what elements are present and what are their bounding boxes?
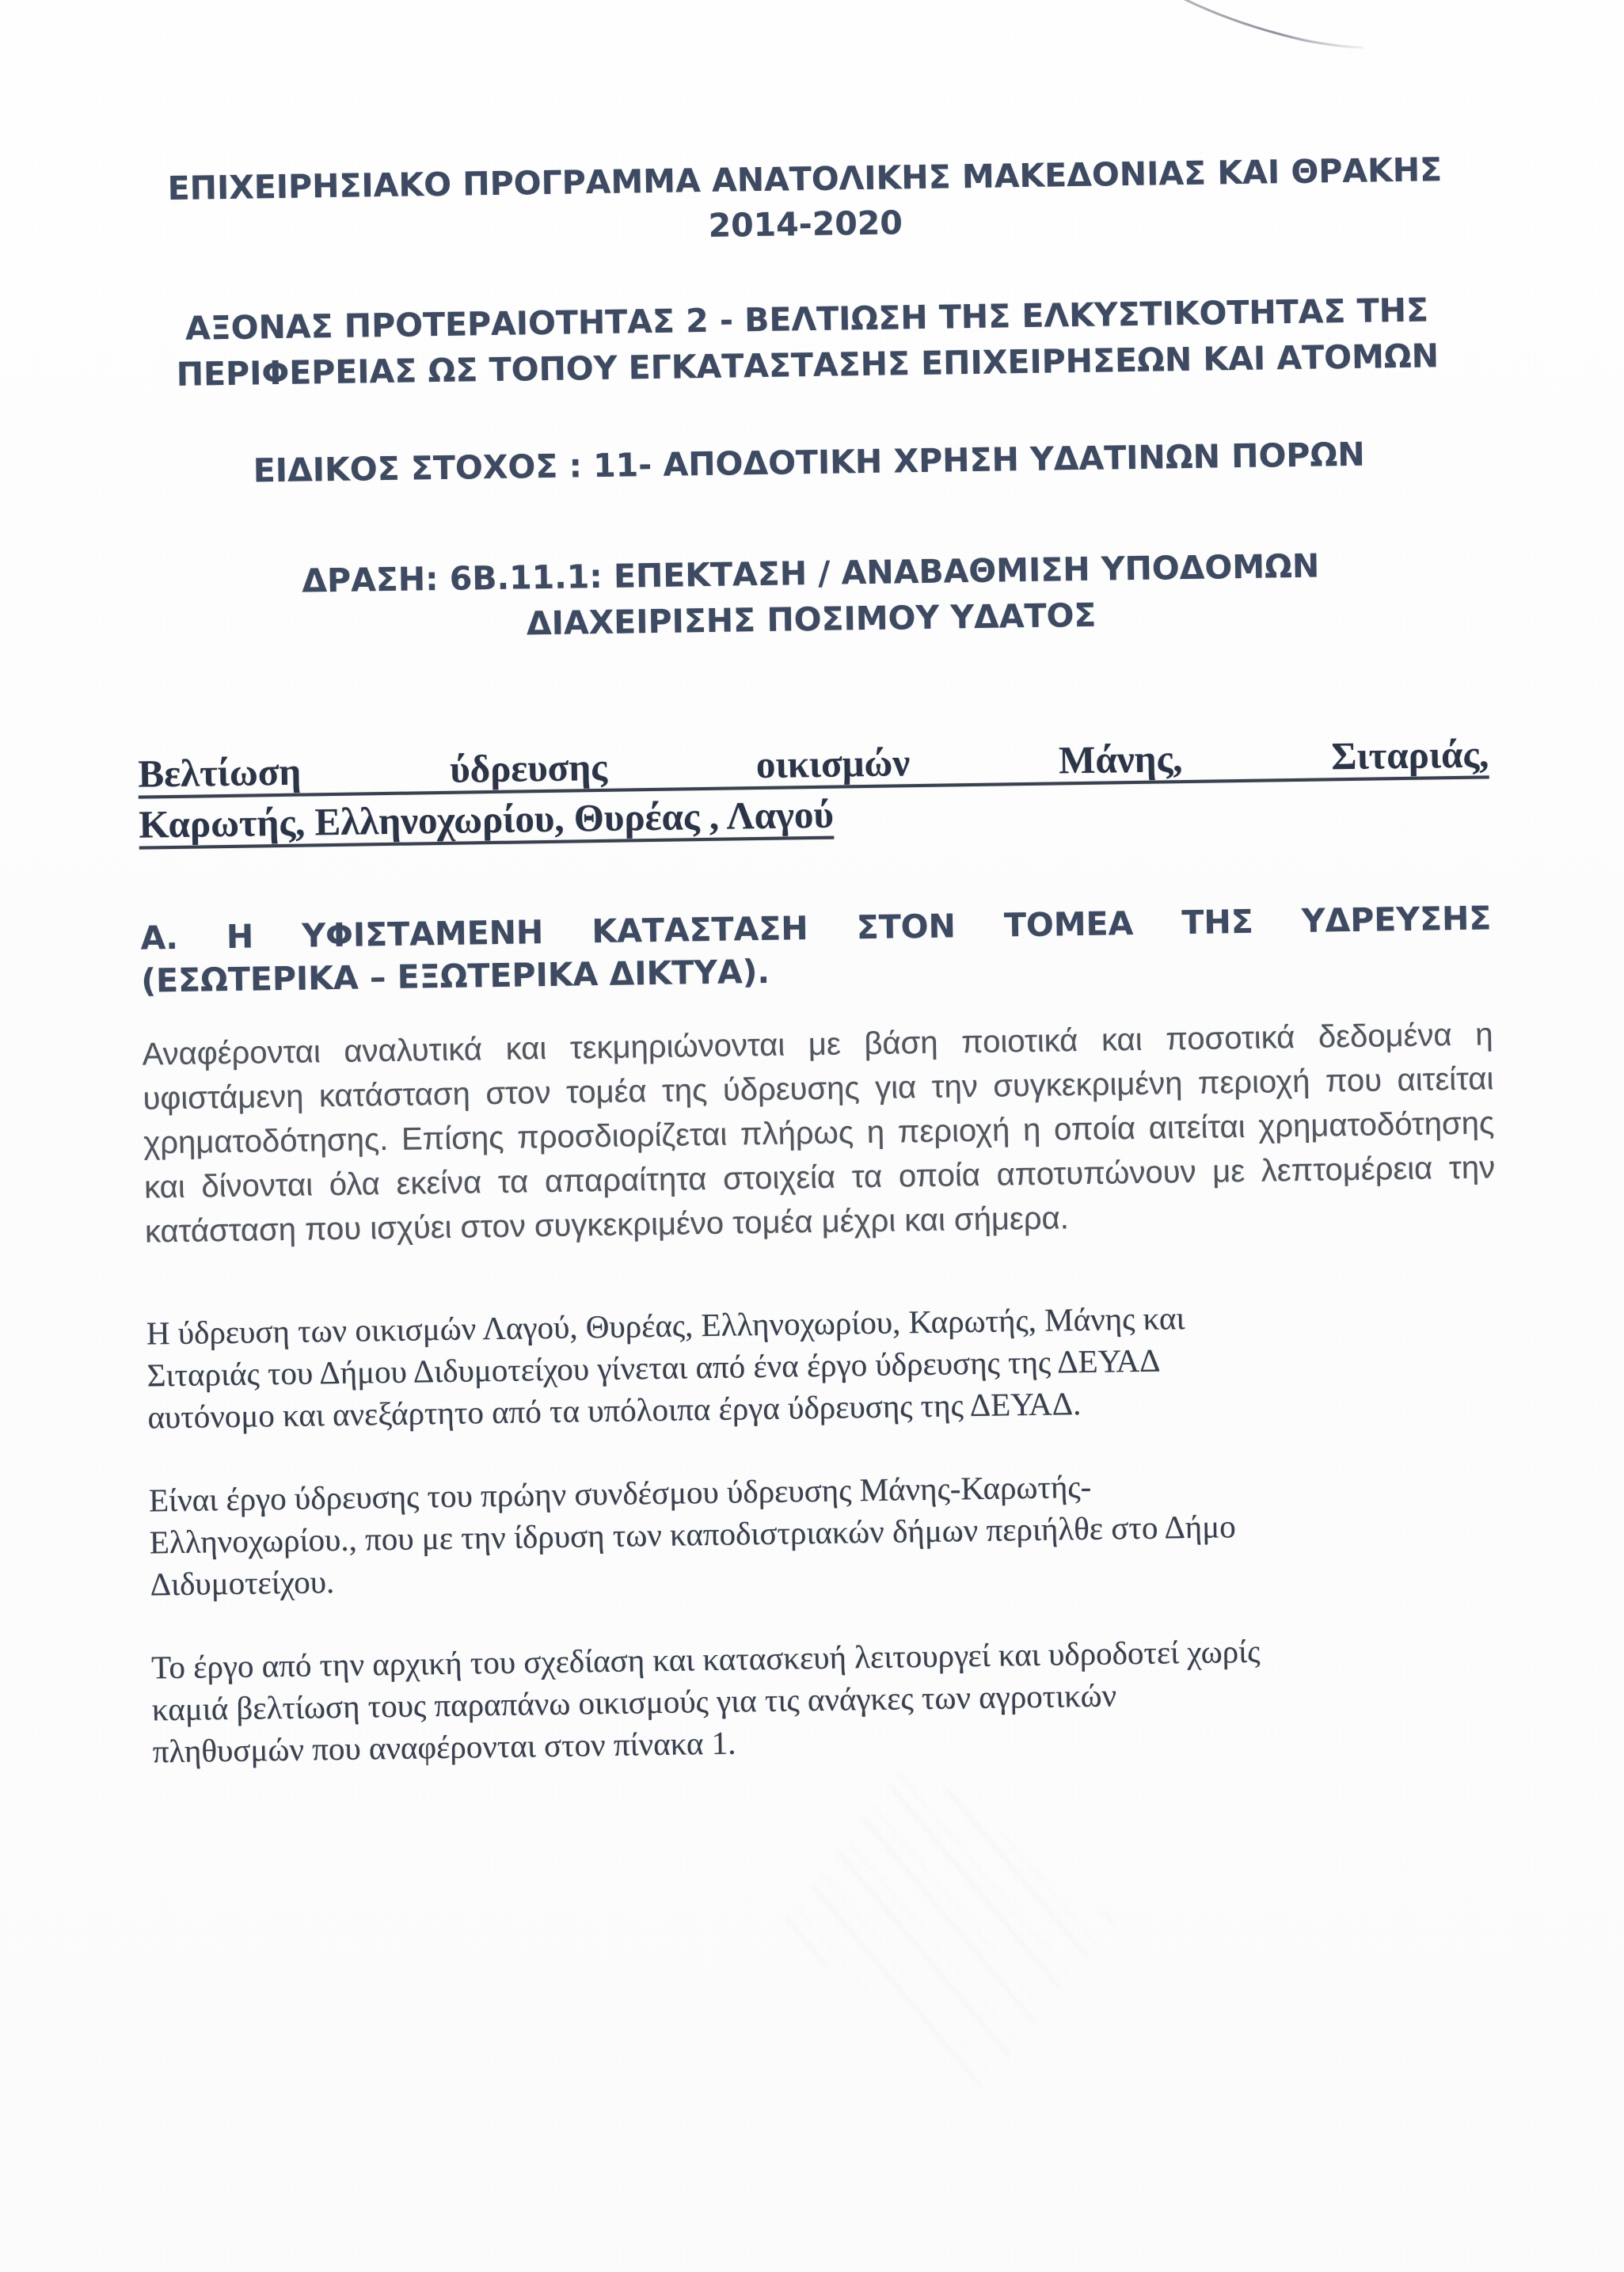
section-a-heading-line-1: Α. Η ΥΦΙΣΤΑΜΕΝΗ ΚΑΤΑΣΤΑΣΗ ΣΤΟΝ ΤΟΜΕΑ ΤΗΣ ΥΔΡΕΥΣΗΣ: [140, 899, 1492, 957]
paragraph-project-operation: Το έργο από την αρχική του σχεδίαση και κατασκευή λειτουργεί και υδροδοτεί χωρίς καμιά βελτίωση τους παραπάνω οικισμούς για τις ανάγκες των αγροτικών πληθυσμών που αναφέρονται στον πίνακα 1.: [150, 1632, 1261, 1770]
document-content: [129, 147, 1504, 1772]
project-title-line-2: Καρωτής, Ελληνοχωρίου, Θυρέας , Λαγού: [138, 792, 835, 847]
intro-paragraph: Αναφέρονται αναλυτικά και τεκμηριώνονται με βάση ποιοτικά και ποσοτικά δεδομένα η υφιστάμενη κατάσταση στον τομέα της ύδρευσης για την συγκεκριμένη περιοχή που αιτείται χρηματοδότησης. Επίσης προσδιορίζεται πλήρως η περιοχή η οποία αιτείται χρηματοδότησης και δίνονται όλα εκείνα τα απαραίτητα στοιχεία τα οποία αποτυπώνουν με λεπτομέρεια την κατάσταση που ισχύει στον συγκεκριμένο τομέα μέχρι και σήμερα.: [142, 1017, 1496, 1250]
section-a-heading: [140, 896, 1492, 1002]
project-title: [138, 729, 1490, 850]
bleedthrough-smudge: [778, 1760, 1115, 2089]
priority-axis-heading: ΑΞΟΝΑΣ ΠΡΟΤΕΡΑΙΟΤΗΤΑΣ 2 - ΒΕΛΤΙΩΣΗ ΤΗΣ ΕΛΚΥΣΤΙΚΟΤΗΤΑΣ ΤΗΣ ΠΕΡΙΦΕΡΕΙΑΣ ΩΣ ΤΟΠΟΥ ΕΓΚΑΤΑΣΤΑΣΗΣ ΕΠΙΧΕΙΡΗΣΕΩΝ ΚΑΙ ΑΤΟΜΩΝ: [176, 291, 1440, 394]
pen-stroke-mark: [0, 0, 1624, 71]
paragraph-water-supply: Η ύδρευση των οικισμών Λαγού, Θυρέας, Ελληνοχωρίου, Καρωτής, Μάνης και Σιταριάς του Δήμου Διδυμοτείχου γίνεται από ένα έργο ύδρευσης της ΔΕΥΑΔ αυτόνομο και ανεξάρτητο από τα υπόλοιπα έργα ύδρευσης της ΔΕΥΑΔ.: [146, 1300, 1185, 1436]
project-title-line-1: Βελτίωση ύδρευσης οικισμών Μάνης, Σιταριάς,: [138, 732, 1489, 796]
section-a-heading-line-2: (ΕΣΩΤΕΡΙΚΑ – ΕΞΩΤΕΡΙΚΑ ΔΙΚΤΥΑ).: [140, 952, 770, 1000]
program-heading: ΕΠΙΧΕΙΡΗΣΙΑΚΟ ΠΡΟΓΡΑΜΜΑ ΑΝΑΤΟΛΙΚΗΣ ΜΑΚΕΔΟΝΙΑΣ ΚΑΙ ΘΡΑΚΗΣ 2014-2020: [167, 150, 1443, 245]
action-heading: ΔΡΑΣΗ: 6B.11.1: ΕΠΕΚΤΑΣΗ / ΑΝΑΒΑΘΜΙΣΗ ΥΠΟΔΟΜΩΝ ΔΙΑΧΕΙΡΙΣΗΣ ΠΟΣΙΜΟΥ ΥΔΑΤΟΣ: [301, 546, 1320, 643]
specific-objective-heading: ΕΙΔΙΚΟΣ ΣΤΟΧΟΣ : 11- ΑΠΟΔΟΤΙΚΗ ΧΡΗΣΗ ΥΔΑΤΙΝΩΝ ΠΟΡΩΝ: [253, 435, 1365, 490]
paragraph-former-association: Είναι έργο ύδρευσης του πρώην συνδέσμου ύδρευσης Μάνης-Καρωτής- Ελληνοχωρίου., που με την ίδρυση των καποδιστριακών δήμων περιήλθε στο Δήμο Διδυμοτείχου.: [148, 1467, 1236, 1603]
